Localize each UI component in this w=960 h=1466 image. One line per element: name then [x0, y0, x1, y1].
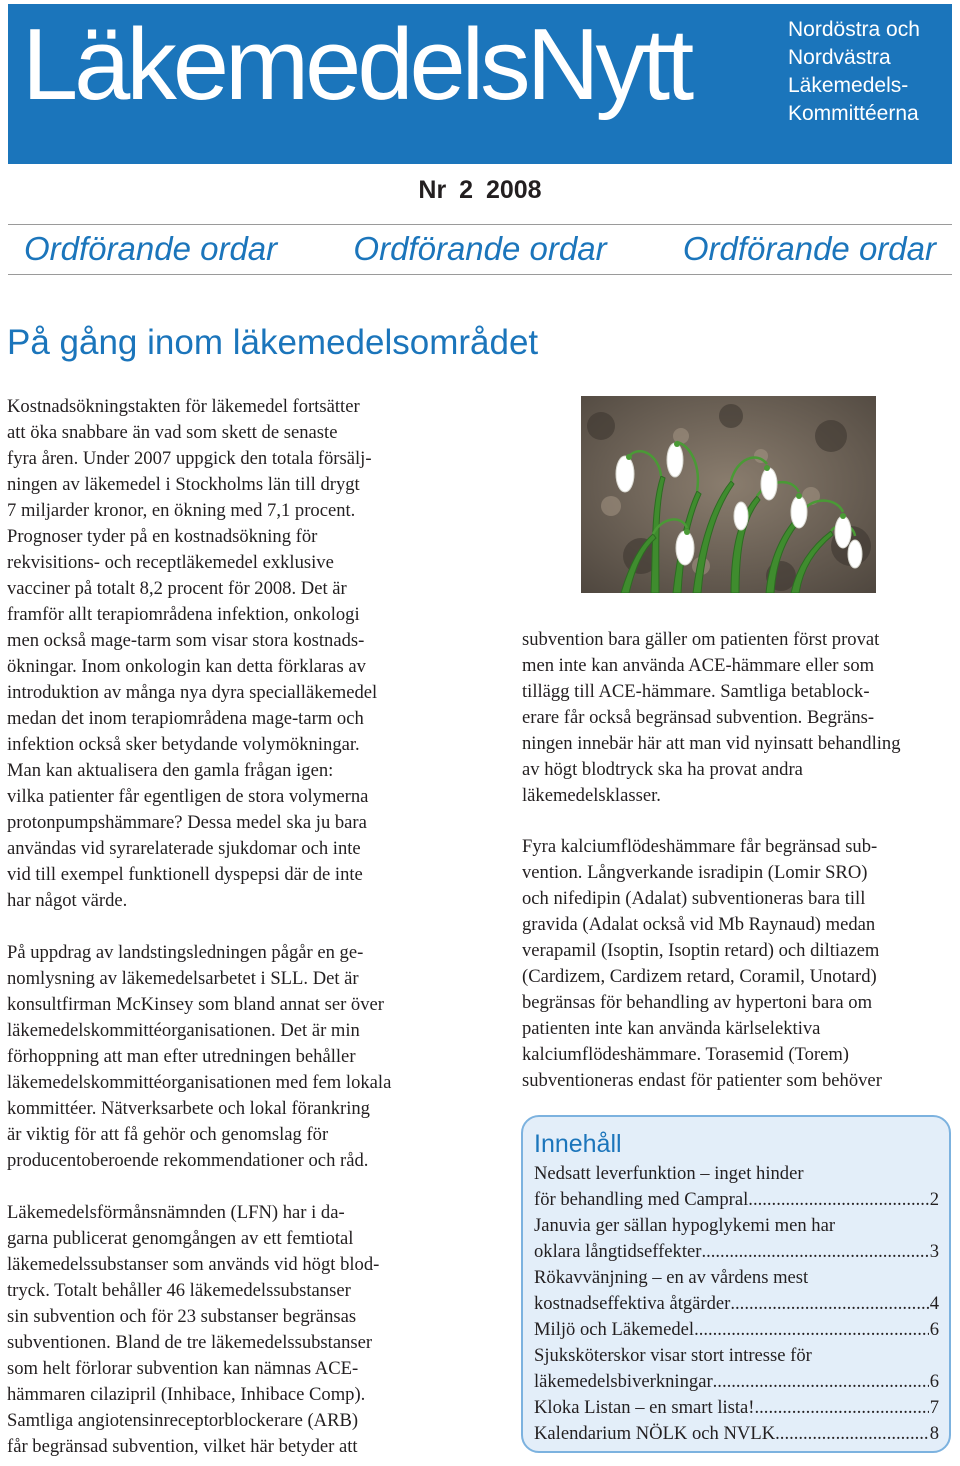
publisher-line: Nordvästra	[788, 46, 891, 69]
text-line: läkemedelsklasser.	[522, 785, 661, 806]
text-line: förhoppning att man efter utredningen behåller	[7, 1046, 356, 1067]
article-column-left	[7, 394, 477, 1460]
text-line: gravida (Adalat också vid Mb Raynaud) medan	[522, 914, 876, 935]
text-line: läkemedelskommittéorganisationen med fem lokala	[7, 1072, 392, 1093]
table-of-contents	[521, 1115, 951, 1453]
article-headline: På gång inom läkemedelsområdet	[7, 323, 539, 362]
toc-dot-leader	[775, 1421, 929, 1447]
text-line: Man kan aktualisera den gamla frågan igen:	[7, 760, 334, 781]
toc-dot-leader	[701, 1239, 928, 1265]
toc-dot-leader	[713, 1369, 929, 1395]
text-line: På uppdrag av landstingsledningen pågår en ge-	[7, 942, 364, 963]
toc-entry-title: läkemedelsbiverkningar	[534, 1371, 713, 1392]
text-line: Kostnadsökningstakten för läkemedel fortsätter	[7, 396, 360, 417]
text-line: protonpumpshämmare? Dessa medel ska ju bara	[7, 812, 367, 833]
text-line: Läkemedelsförmånsnämnden (LFN) har i da-	[7, 1202, 345, 1223]
toc-entry-title: Miljö och Läkemedel	[534, 1319, 695, 1340]
text-line: tryck. Totalt behåller 46 läkemedelssubstanser	[7, 1280, 351, 1301]
toc-entry[interactable]	[534, 1213, 939, 1265]
article-paragraph	[522, 627, 954, 809]
text-line: Prognoser tyder på en kostnadsökning för	[7, 526, 318, 547]
snowdrop-flowers-icon	[581, 396, 876, 593]
text-line: subvention bara gäller om patienten först provat	[522, 629, 880, 650]
issue-number: Nr 2 2008	[418, 176, 542, 204]
toc-entry-title: Nedsatt leverfunktion – inget hinder	[534, 1163, 804, 1184]
text-line: konsultfirman McKinsey som bland annat ser över	[7, 994, 384, 1015]
text-line: sin subvention och för 23 substanser begränsas	[7, 1306, 357, 1327]
rubric-label: Ordförande ordar	[24, 230, 278, 267]
text-line: subventionen. Bland de tre läkemedelssubstanser	[7, 1332, 373, 1353]
article-paragraph	[7, 940, 477, 1174]
text-line: verapamil (Isoptin, Isoptin retard) och diltiazem	[522, 940, 880, 961]
text-line: patienten inte kan använda kärlselektiva	[522, 1018, 821, 1039]
rubric-label: Ordförande ordar	[682, 230, 936, 267]
text-line: garna publicerat genomgången av ett femtiotal	[7, 1228, 354, 1249]
toc-title: Innehåll	[534, 1130, 622, 1158]
toc-entry[interactable]	[534, 1317, 939, 1343]
toc-page-number: 2	[929, 1189, 939, 1210]
text-line: ökningar. Inom onkologin kan detta förklaras av	[7, 656, 366, 677]
text-line: är viktig för att få gehör och genomslag för	[7, 1124, 329, 1145]
toc-entry[interactable]	[534, 1265, 939, 1317]
text-line: ningen av läkemedel i Stockholms län till drygt	[7, 474, 360, 495]
snowdrop-flowers-photo	[581, 396, 876, 593]
toc-page-number: 6	[929, 1371, 939, 1392]
publisher-line: Nordöstra och	[788, 18, 920, 41]
text-line: att öka snabbare än vad som skett de senaste	[7, 422, 338, 443]
text-line: användas vid syrarelaterade sjukdomar och inte	[7, 838, 361, 859]
toc-entry-title: Kalendarium NÖLK och NVLK	[534, 1423, 776, 1444]
article-paragraph	[7, 394, 477, 914]
text-line: läkemedelssubstanser som används vid högt blod-	[7, 1254, 380, 1275]
toc-dot-leader	[748, 1187, 928, 1213]
rubric-bottom-rule	[8, 274, 952, 275]
text-line: nomlysning av läkemedelsarbetet i SLL. Det är	[7, 968, 359, 989]
text-line: tillägg till ACE-hämmare. Samtliga betablock-	[522, 681, 870, 702]
rubric-top-rule	[8, 224, 952, 225]
text-line: hämmaren cilazipril (Inhibace, Inhibace Comp).	[7, 1384, 366, 1405]
text-line: begränsas för behandling av hypertoni bara om	[522, 992, 873, 1013]
text-line: infektion också sker betydande volymökningar.	[7, 734, 360, 755]
text-line: vention. Långverkande isradipin (Lomir SRO)	[522, 862, 868, 883]
article-paragraph	[522, 834, 954, 1094]
toc-page-number: 7	[929, 1397, 939, 1418]
text-line: subventioneras endast för patienter som behöver	[522, 1070, 882, 1091]
text-line: men inte kan använda ACE-hämmare eller som	[522, 655, 875, 676]
toc-dot-leader	[694, 1317, 929, 1343]
toc-dot-leader	[730, 1291, 928, 1317]
article-paragraph	[7, 1200, 477, 1460]
text-line: av högt blodtryck ska ha provat andra	[522, 759, 803, 780]
publisher-name	[788, 16, 948, 128]
toc-entry-title: oklara långtidseffekter	[534, 1241, 702, 1262]
text-line: kommittéer. Nätverksarbete och lokal förankring	[7, 1098, 370, 1119]
toc-entry-title: kostnadseffektiva åtgärder	[534, 1293, 731, 1314]
toc-entry[interactable]	[534, 1421, 939, 1447]
text-line: får begränsad subvention, vilket här betyder att	[7, 1436, 358, 1457]
toc-entry[interactable]	[534, 1395, 939, 1421]
text-line: och nifedipin (Adalat) subventioneras bara till	[522, 888, 866, 909]
rubric-row	[8, 226, 952, 272]
text-line: erare får också begränsad subvention. Begräns-	[522, 707, 875, 728]
toc-entry-title: Rökavvänjning – en av vårdens mest	[534, 1267, 809, 1288]
toc-dot-leader	[755, 1395, 929, 1421]
article-column-right	[522, 627, 954, 1094]
toc-entry[interactable]	[534, 1161, 939, 1213]
toc-entry[interactable]	[534, 1343, 939, 1395]
publisher-line: Läkemedels-	[788, 74, 909, 97]
text-line: producentoberoende rekommendationer och råd.	[7, 1150, 369, 1171]
text-line: framför allt terapiområdena infektion, onkologi	[7, 604, 360, 625]
text-line: ningen innebär här att man vid nyinsatt behandling	[522, 733, 901, 754]
toc-entry-title: Januvia ger sällan hypoglykemi men har	[534, 1215, 836, 1236]
toc-entry-title: för behandling med Campral	[534, 1189, 749, 1210]
publisher-line: Kommittéerna	[788, 102, 919, 125]
text-line: Samtliga angiotensinreceptorblockerare (ARB)	[7, 1410, 359, 1431]
text-line: 7 miljarder kronor, en ökning med 7,1 procent.	[7, 500, 356, 521]
text-line: rekvisitions- och receptläkemedel exklusive	[7, 552, 334, 573]
toc-page-number: 8	[929, 1423, 939, 1444]
toc-page-number: 3	[929, 1241, 939, 1262]
newsletter-title: LäkemedelsNytt	[22, 9, 691, 121]
rubric-label: Ordförande ordar	[353, 230, 607, 267]
text-line: men också mage-tarm som visar stora kostnads-	[7, 630, 365, 651]
text-line: vilka patienter får egentligen de stora volymerna	[7, 786, 369, 807]
masthead	[8, 4, 952, 164]
toc-page-number: 6	[929, 1319, 939, 1340]
text-line: fyra åren. Under 2007 uppgick den totala försälj-	[7, 448, 372, 469]
text-line: vacciner på totalt 8,2 procent för 2008. Det är	[7, 578, 347, 599]
text-line: vid till exempel funktionell dyspepsi där de inte	[7, 864, 363, 885]
text-line: (Cardizem, Cardizem retard, Coramil, Unotard)	[522, 966, 877, 987]
text-line: kalciumflödeshämmare. Torasemid (Torem)	[522, 1044, 849, 1065]
text-line: medan det inom terapiområdena mage-tarm och	[7, 708, 364, 729]
text-line: har något värde.	[7, 890, 128, 911]
text-line: som helt förlorar subvention kan nämnas ACE-	[7, 1358, 359, 1379]
text-line: läkemedelskommittéorganisationen. Det är min	[7, 1020, 360, 1041]
text-line: Fyra kalciumflödeshämmare får begränsad sub-	[522, 836, 878, 857]
text-line: introduktion av många nya dyra specialläkemedel	[7, 682, 378, 703]
toc-entry-title: Sjuksköterskor visar stort intresse för	[534, 1345, 812, 1366]
toc-page-number: 4	[929, 1293, 939, 1314]
toc-entry-title: Kloka Listan – en smart lista!	[534, 1397, 755, 1418]
